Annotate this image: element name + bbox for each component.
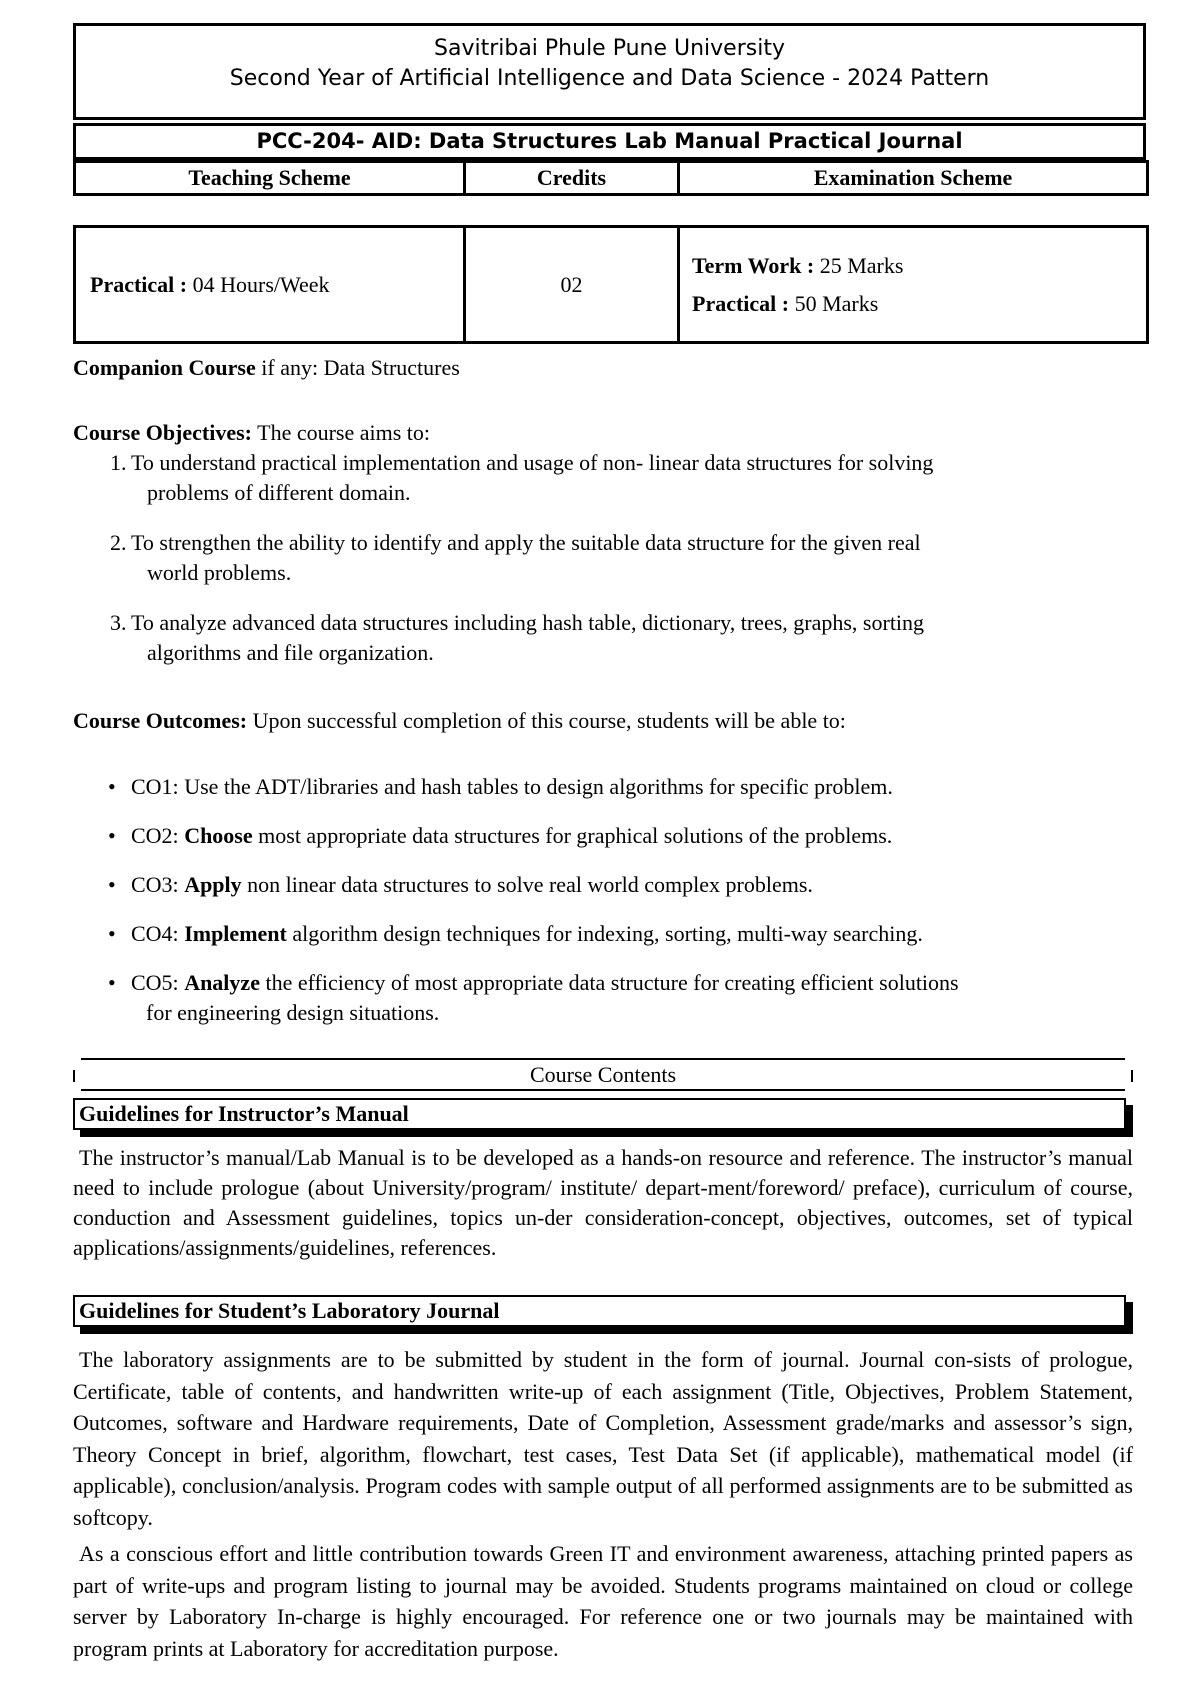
outcome-code: CO3: [131,872,179,897]
header-box [73,23,1146,120]
practical-hours-cell [75,227,465,343]
green-it-text: As a conscious effort and little contribution towards Green IT and environment awareness, attaching printed papers as part of write-ups and program listing to journal may be avoided. Students programs maintained on cloud or college server by Laboratory In-charge is highly encouraged. For reference one or two journals may be maintained with program prints at Laboratory for accreditation purpose. [73,1541,1133,1661]
practical-value: 04 Hours/Week [192,271,330,297]
outcome-item [108,919,1118,949]
exam-scheme-cell [679,227,1148,343]
credits-header: Credits [465,162,679,195]
outcome-text: most appropriate data structures for graphical solutions of the problems. [258,823,893,848]
objective-text: To understand practical implementation and usage of non- linear data structures for solving [131,450,934,475]
objectives-list [110,448,1110,688]
outcome-text: algorithm design techniques for indexing, sorting, multi-way searching. [292,921,923,946]
companion-label: Companion Course [73,355,256,380]
objective-continuation: world problems. [147,560,292,585]
outcome-verb: Apply [184,872,242,897]
objective-item [110,448,1110,508]
outcome-verb: Choose [184,823,253,848]
university-name: Savitribai Phule Pune University [434,36,785,61]
exam-practical-line [692,289,1146,319]
program-name: Second Year of Artificial Intelligence and Data Science - 2024 Pattern [229,66,990,91]
outcome-item [108,870,1118,900]
outcome-text: the efficiency of most appropriate data structure for creating efficient solutions [265,970,959,995]
companion-text: if any: Data Structures [261,355,460,380]
course-contents-title: Course Contents [529,1062,677,1087]
objectives-intro: The course aims to: [257,420,431,445]
outcomes-label: Course Outcomes: [73,708,248,733]
outcome-continuation: for engineering design situations. [146,1000,440,1025]
outcome-item [108,821,1118,851]
objective-item [110,528,1110,588]
objectives-heading [73,418,430,448]
exam-scheme-header: Examination Scheme [679,162,1148,195]
outcome-verb: Implement [184,921,287,946]
instructor-guidelines-text: The instructor’s manual/Lab Manual is to be developed as a hands-on resource and reference. The instructor’s manual need to include prologue (about University/program/ institute/ depart-ment/foreword/ preface), curriculum of course, conduction and Assessment guidelines, topics un-der consideration-concept, objectives, outcomes, set of typical applications/assignments/guidelines, references. [73,1145,1133,1260]
student-journal-text: The laboratory assignments are to be submitted by student in the form of journal. Journal con-sists of prologue, Certificate, table of contents, and handwritten write-up of each assignment (Title, Objectives, Problem Statement, Outcomes, software and Hardware requirements, Date of Completion, Assessment grade/marks and assessor’s sign, Theory Concept in brief, algorithm, flowchart, test cases, Test Data Set (if applicable), mathematical model (if applicable), conclusion/analysis. Program codes with sample output of all performed assignments are to be submitted as softcopy. [73,1347,1133,1530]
exam-practical-label: Practical : [692,290,790,316]
outcome-text: non linear data structures to solve real world complex problems. [247,872,813,897]
outcome-item [108,968,1118,1028]
outcomes-list [108,772,1118,1047]
teaching-scheme-header: Teaching Scheme [75,162,465,195]
objective-continuation: problems of different domain. [147,480,411,505]
term-work-line [692,251,1146,281]
credits-value: 02 [465,227,679,343]
term-work-value: 25 Marks [819,252,904,278]
instructor-guidelines-heading: Guidelines for Instructor’s Manual [73,1098,1126,1130]
objective-item [110,608,1110,668]
outcomes-heading [73,706,846,736]
objective-text: To analyze advanced data structures including hash table, dictionary, trees, graphs, sorting [131,610,925,635]
objective-text: To strengthen the ability to identify and apply the suitable data structure for the given real [131,530,921,555]
outcome-item [108,772,1118,802]
scheme-table [73,225,1149,344]
student-journal-heading: Guidelines for Student’s Laboratory Journal [73,1295,1126,1327]
outcome-code: CO2: [131,823,179,848]
exam-practical-value: 50 Marks [794,290,879,316]
practical-label: Practical : [90,271,188,297]
outcome-code: CO5: [131,970,179,995]
outcome-text: Use the ADT/libraries and hash tables to design algorithms for specific problem. [184,774,893,799]
course-contents-bar [73,1058,1133,1091]
objective-continuation: algorithms and file organization. [147,640,434,665]
objectives-label: Course Objectives: [73,420,253,445]
outcome-verb: Analyze [184,970,260,995]
course-title: PCC-204- AID: Data Structures Lab Manual Practical Journal [73,123,1146,160]
companion-course [73,353,460,383]
scheme-header-table [73,160,1149,196]
outcomes-intro: Upon successful completion of this course, students will be able to: [252,708,846,733]
outcome-code: CO1: [131,774,179,799]
outcome-code: CO4: [131,921,179,946]
objective-number: 1. [110,450,127,475]
term-work-label: Term Work : [692,252,815,278]
objective-number: 2. [110,530,127,555]
objective-number: 3. [110,610,127,635]
